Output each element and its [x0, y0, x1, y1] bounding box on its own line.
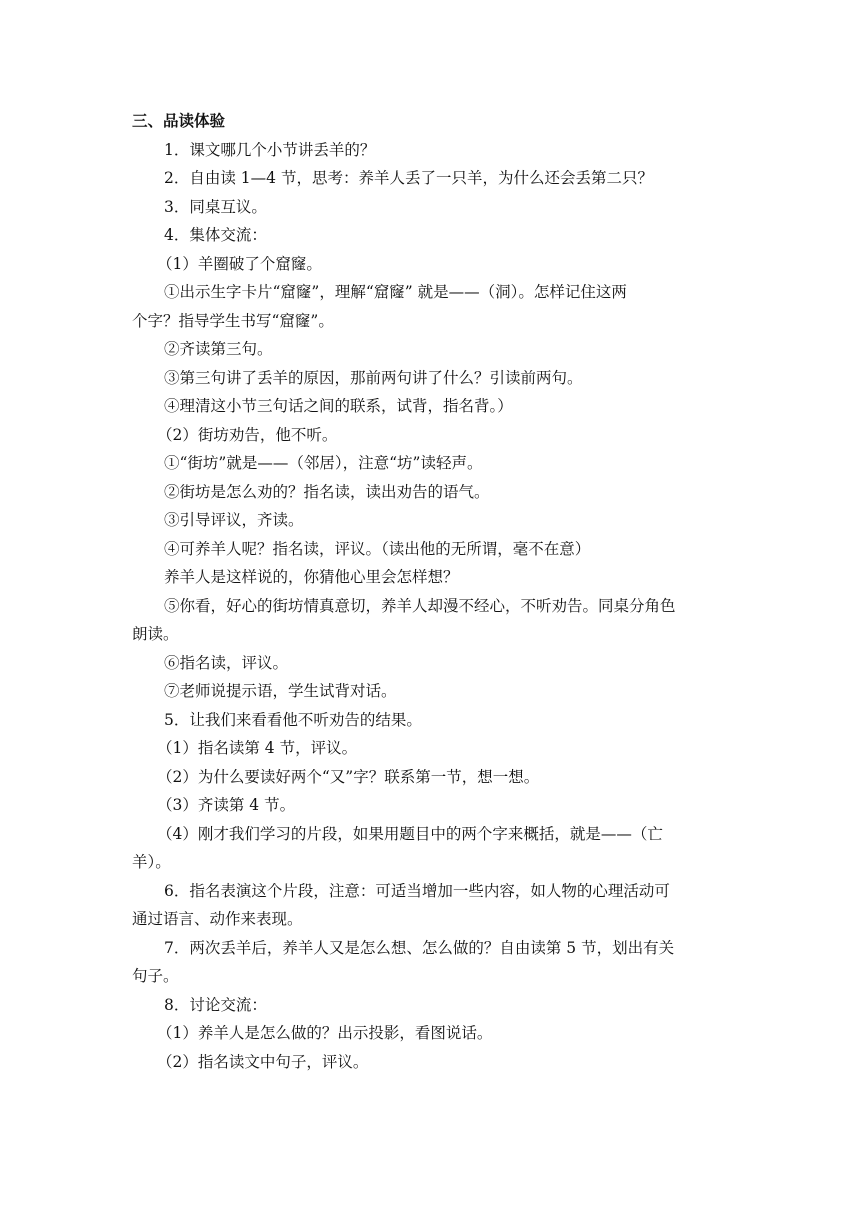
text-line: 养羊人是这样说的，你猜他心里会怎样想？ — [164, 568, 459, 586]
text-line: 2．自由读 1—4 节，思考：养羊人丢了一只羊，为什么还会丢第二只？ — [164, 169, 653, 187]
text-line: ④可养羊人呢？指名读，评议。（读出他的无所谓，毫不在意） — [164, 539, 591, 558]
text-line: （1）羊圈破了个窟窿。 — [157, 254, 322, 273]
text-line: ①出示生字卡片“窟窿”，理解“窟窿” 就是——（洞）。怎样记住这两 — [164, 283, 627, 301]
text-line: 7．两次丢羊后，养羊人又是怎么想、怎么做的？自由读第 5 节，划出有关 — [164, 938, 675, 957]
text-line: （4）刚才我们学习的片段，如果用题目中的两个字来概括，就是——（亡 — [157, 824, 663, 843]
text-line: 3．同桌互议。 — [164, 197, 267, 216]
text-line: ⑤你看，好心的街坊情真意切，养羊人却漫不经心，不听劝告。同桌分角色 — [164, 596, 676, 615]
text-line: （1）指名读第 4 节，评议。 — [157, 739, 358, 757]
text-line: ②街坊是怎么劝的？指名读，读出劝告的语气。 — [164, 482, 490, 501]
text-line: ⑦老师说提示语，学生试背对话。 — [164, 682, 397, 700]
text-line: ⑥指名读，评议。 — [164, 653, 289, 672]
text-line: ④理清这小节三句话之间的联系，试背，指名背。） — [164, 397, 513, 415]
text-line: 羊）。 — [132, 853, 171, 871]
text-line: （2）为什么要读好两个“又”字？联系第一节，想一想。 — [157, 767, 540, 786]
text-line: 个字？指导学生书写“窟窿”。 — [132, 311, 334, 330]
text-line: 1．课文哪几个小节讲丢羊的？ — [164, 140, 376, 159]
text-line: 5．让我们来看看他不听劝告的结果。 — [164, 710, 422, 729]
text-line: 8．讨论交流： — [164, 995, 267, 1014]
text-line: ①“街坊”就是——（邻居），注意“坊”读轻声。 — [164, 454, 483, 472]
text-line: （2）街坊劝告，他不听。 — [157, 425, 338, 444]
document-body — [132, 107, 732, 1076]
text-line: ③引导评议，齐读。 — [164, 511, 304, 529]
text-line: ③第三句讲了丢羊的原因，那前两句讲了什么？引读前两句。 — [164, 368, 583, 387]
text-line: （1）养羊人是怎么做的？出示投影，看图说话。 — [157, 1024, 493, 1042]
text-line: ②齐读第三句。 — [164, 340, 273, 358]
section-heading: 三、品读体验 — [132, 112, 226, 130]
text-line: 4．集体交流： — [164, 226, 267, 244]
text-line: 句子。 — [132, 967, 179, 985]
paragraph-list — [132, 136, 732, 1077]
text-line: 通过语言、动作来表现。 — [132, 910, 303, 928]
text-line: 朗读。 — [132, 625, 179, 643]
text-line: 6．指名表演这个片段，注意：可适当增加一些内容，如人物的心理活动可 — [164, 881, 670, 900]
text-line: （3）齐读第 4 节。 — [157, 796, 296, 814]
text-line: （2）指名读文中句子，评议。 — [157, 1052, 369, 1071]
